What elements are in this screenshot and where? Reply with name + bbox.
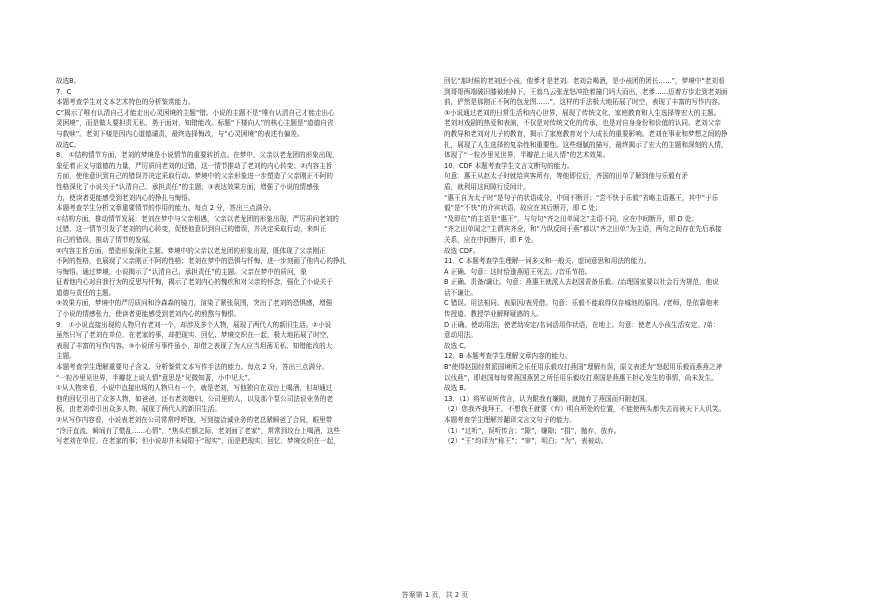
text-line: ③效果方面，梦境中的严厉质问和冷森森的镜刀，渲染了紧张氛围，突出了老刘的恐惧感，增强: [56, 299, 333, 308]
text-line: 10．CDF 本题考查学生文言文断句的能力。: [444, 161, 574, 170]
text-line: D 正确。使动用法，使老幼安定/名词活用作状语，在地上。句意：使老人小孩生活安定。/弟：: [444, 320, 720, 329]
text-line: 本题考查学生理解并翻译文言文句子的能力。: [444, 416, 576, 424]
text-line: 盾，就利用这间隙行反间计。: [444, 182, 530, 191]
text-line: （2）您我齐我拜王，不想我王就要（弃）明自所处的位置，不能使两头都失去而被天下人讥笑。: [444, 405, 726, 414]
text-line: 板，由老刘牵引出众多人物，展现了两代人的新旧生活。: [56, 405, 221, 414]
text-line: ②从写作内容看，小说表老刘在公司常常呼呼拢，写到接洽诚业务的老总紧瞬爸了合同，眼里带: [56, 416, 333, 424]
text-line: 本题考查学生理解重要句子含义、分析鉴赏文本写作手法的能力。每点 2 分，答出三点满分。: [56, 363, 329, 372]
text-line: 老刘对戏剧的热爱和表演，不仅是对传统文化的传承，也是对自身身份和价值的认同。老刘父亲: [444, 119, 721, 128]
text-line: C“揭示了唯有认清自己才能走出心灵困境的主题”错。小说的主题不是“唯有认清自己才能走出心: [56, 108, 335, 117]
text-line: 故选B。: [56, 77, 81, 85]
text-line: 故选 C。: [444, 341, 471, 350]
text-line: 8． ①结构情节方面，老刘的梦境是小说情节的重要转折点。在梦中，父亲以老龙团的形象出现，: [56, 151, 339, 160]
text-line: 与救赎”。老刘下楼是因内心道德谴责，最终选择悔改，与“心灵困境”的表述有偏差。: [56, 129, 304, 138]
text-line: 以伐燕”，即赵国每每常燕国燕罢之所任用乐毅攻打燕国是燕惠王担心发生的事情，尚未发生。: [444, 373, 718, 382]
text-line: 征着他内心对自我行为的反思与忏悔，揭示了老刘内心的愧疚和对父亲的怀念，强化了小说关于: [56, 278, 333, 287]
text-line: 9． ①小说直接出现的人物只有老刘一个，却涉及多个人物，展现了两代人的新旧生活。②小说: [56, 320, 332, 329]
text-line: 了小说的情感张力，使读者更能感受到老刘内心的煎熬与悔恨。: [56, 310, 241, 319]
page-footer: 答案第 1 页，共 2 页: [401, 591, 469, 599]
text-line: 故选 CDF。: [444, 246, 480, 255]
text-line: 回忆“那时候的老刘还小孩，他爹才是老刘。老刘会喝酒，是小孩团的团长……”，梦境中“老刘看: [444, 77, 725, 85]
text-line: “齐之田单闻之”主谓宾齐全，和“乃纵反间于燕”都以“齐之田单”为主语，两句之间存在先后承接: [444, 225, 722, 234]
text-line: 自己的错误，推动了情节的发展。: [56, 235, 155, 244]
text-line: 的教导和老刘对儿子的教育，揭示了家庭教育对个人成长的重要影响。老刘在事业和梦想之间的挣: [444, 129, 728, 138]
text-line: 过错，这一情节引发了老刘的内心转变，促使他意识到自己的错误，并决定采取行动，来纠正: [56, 225, 327, 234]
text-line: 11．C 本题考查学生理解一词多义和一般关、虚词意思和用法的能力。: [444, 257, 651, 266]
text-line: C 错误。用法相同。表原因/表凭借。句意：乐毅不能取得仅存城池的原因。/老师，是依靠他来: [444, 299, 719, 308]
text-line: A 正确。句意：这时恰逢燕昭王死去。/音乐节拍。: [444, 267, 592, 276]
text-line: 体现了“一粒沙里见世界，半瓣花上说人情”的艺术效果。: [444, 151, 610, 160]
text-line: B 正确。责备/谦让。句意：燕惠王就派人去赵国责备乐毅。/治理国家要以社会行为规范，他说: [444, 278, 719, 287]
text-line: 主题。: [56, 352, 76, 361]
text-line: 方面，使他意识到自己的错误并决定采取行动。梦境中的父亲形象进一步塑造了父亲刚正不阿的: [56, 172, 333, 181]
text-line: “惠王自为太子时”是句子的状语成分，中间不断开；“尝不快于乐毅”省略主语惠王，其中“于乐: [444, 193, 719, 202]
text-line: 传授道、教授学业解释疑惑的人。: [444, 310, 543, 319]
text-line: 表现了丰富的写作内容。③小说所写事件虽小，却借之表现了为人应当坦荡无私、知错能改的大: [56, 341, 333, 350]
text-line: 虽然只写了老刘在单位、在老家的事，却把现实、回忆、梦境交织在一起，极大地拓展了时空，: [56, 331, 333, 340]
text-line: 7．C: [56, 87, 72, 96]
text-line: 前，俨然是那刚正不阿的包龙图……”，这样的手法极大地拓展了时空，表现了丰富的写作内容。: [444, 98, 725, 107]
text-line: 象征着正义与道德的力量，严厉质问老刘的过错，这一情节推动了老刘的内心转变；②内容主旨: [56, 161, 333, 170]
text-line: ①结构方面，推动情节发展：老刘在梦中与父亲相遇，父亲以老龙团的形象出现，严厉质问老刘的: [56, 214, 339, 223]
text-line: 扎，展现了人生选择的复杂性和重要性。这些细腻的描写，最终揭示了宏大的主题和深刻的人情，: [444, 140, 728, 149]
text-line: 灵困境”，而是做人要担责无私，勇于面对，知错能改。标题“下楼向人”的核心主题是“道德自省: [56, 119, 334, 128]
text-line: 写老刘在单位、在老家的事；但小说却并未局限于“现实”，而是把现实、回忆、梦境交织在一起，: [56, 437, 340, 446]
text-line: 性格深化了小说关于“认清自己、承担责任”的主题；③表达效果方面，增强了小说的情感张: [56, 182, 320, 191]
text-line: 力，使读者更能感受到老刘内心的挣扎与悔悟。: [56, 193, 195, 202]
text-line: 故选C。: [56, 140, 81, 149]
text-line: “冷汗直流，瞬间有了慌乱……心情”，“焦头烂额之际，老刘面了老家”，常常到坟台上喝酒，这些: [56, 426, 341, 435]
text-line: 与悔悟。通过梦境，小说揭示了“认清自己、承担责任”的主题。父亲在梦中的质问，象: [56, 267, 307, 276]
text-line: “及即位”的主语是“惠王”，与句句“齐之田单闻之”主语不同，应在中间断开，即 D 处；: [444, 214, 698, 223]
text-line: 到哥哥两端破旧膝被地掉下，王翁乌云张龙怒冲抢着撞门吗大而出，老爹……迈着方步走到老刘面: [444, 87, 728, 96]
text-line: 他的回忆引出了众多人物，如爸爸，还有老刘媳妇、公司里的人，以及那个泵公司法说业务的老: [56, 394, 333, 403]
right-text-column: [444, 76, 814, 447]
text-line: 故选 B。: [444, 384, 471, 393]
text-line: 不阿的性格，也展现了父亲刚正不阿的性格；老刘在梦中的恐惧与忏悔，进一步刻画了他内心的挣扎: [56, 257, 347, 266]
text-line: 关系，应在中间断开，即 F 处。: [444, 235, 538, 244]
text-line: 道德与责任的主题。: [56, 288, 116, 297]
text-line: 13．（1）将军说听传言，认为跟我有嫌隙，就抛弃了燕国而归附赵国。: [444, 394, 652, 403]
left-text-column: [56, 76, 426, 447]
text-line: 句意：惠王从赵太子时就给宾客所有，等他即位后，齐国的田单了解到他与乐毅有矛: [444, 172, 688, 181]
text-line: 毅”是“不快”的介宾状语，故应在其后断开，即 C 处；: [444, 204, 602, 213]
text-line: 本题考查学生对文本艺术特色的分析鉴赏能力。: [56, 98, 195, 107]
text-line: ①从人物来看，小说中直接出场的人物只有一个，就是老刘，写他独自在双台上喝酒，但却通过: [56, 384, 333, 393]
text-line: （1）“过听”，误听传言；“隙”，嫌隙；“捐”，抛弃，放弃。: [444, 426, 621, 435]
text-line: 本题考查学生分析文章重要情节的作用的能力。每点 2 分，答出三点满分。: [56, 204, 276, 213]
text-line: 话不谦让。: [444, 288, 477, 297]
text-line: ②内容主旨方面，塑造形象深化主题。梦境中的父亲以老龙团的形象出现，既体现了父亲刚正: [56, 246, 326, 255]
text-line: “一粒沙里见世界，半瓣花上说人情”意思是“见微知著，小中见大”。: [56, 373, 255, 382]
text-line: B“使得赵国经常派国境所之乐任用乐毅攻打燕国”理解有误，原文表述为“怒起用乐毅而燕燕之斧: [444, 363, 723, 372]
text-line: 12．B 本题考查学生理解文章内容的能力。: [444, 352, 572, 361]
text-line: 意动用法。: [444, 331, 477, 340]
text-line: （2）“王”均译为“称王”；“审”，明白；“为”，表被动。: [444, 437, 608, 446]
text-line: ③小说通过老刘的日常生活和内心世界，展现了传统文化、家庭教育和人生选择等宏大的主题。: [444, 108, 721, 117]
